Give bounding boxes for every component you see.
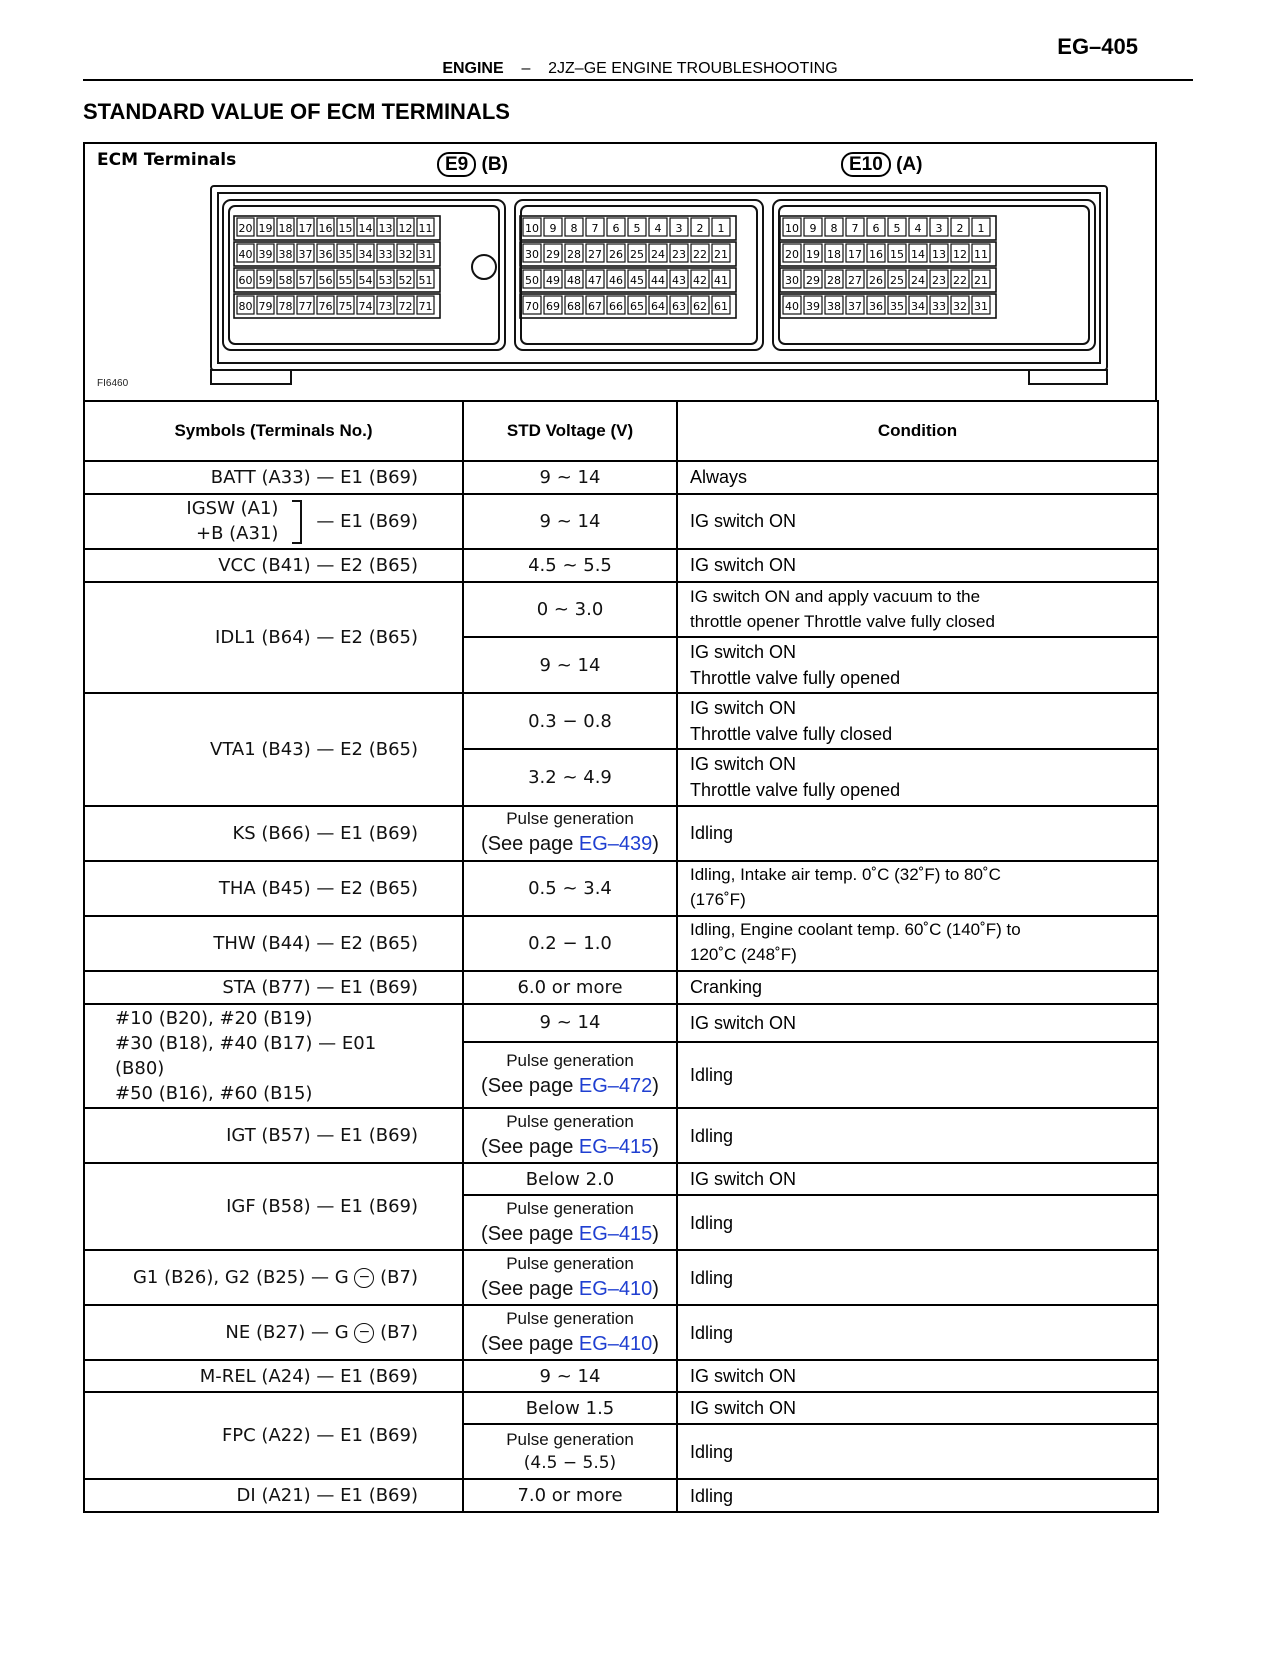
condition-cell: IG switch ON <box>677 1360 1158 1392</box>
locating-hole <box>472 255 496 279</box>
condition-cell: IG switch ON <box>677 1004 1158 1043</box>
voltage-cell: 9 ~ 14 <box>463 1004 677 1043</box>
condition-cell: Idling <box>677 1305 1158 1360</box>
e10-pin-number: 13 <box>932 248 946 261</box>
page-ref-link[interactable]: EG–410 <box>578 1332 653 1355</box>
voltage-cell: 3.2 ~ 4.9 <box>463 749 677 805</box>
e10-pin-number: 27 <box>848 274 862 287</box>
e9-right-pin-number: 64 <box>651 300 665 313</box>
condition-cell: Idling, Engine coolant temp. 60˚C (140˚F) to 120˚C (248˚F) <box>677 916 1158 971</box>
e9-right-pin-number: 9 <box>549 222 557 235</box>
e9-right-pin-number: 21 <box>714 248 728 261</box>
e9-left-pin-number: 57 <box>298 274 313 287</box>
e9-right-pin-number: 49 <box>546 274 560 287</box>
e9-left-pin-number: 78 <box>278 300 293 313</box>
e9-right-pin-number: 24 <box>651 248 665 261</box>
e9-left-pin-number: 51 <box>418 274 433 287</box>
e10-pin-number: 15 <box>890 248 904 261</box>
symbol-cell: VCC (B41) — E2 (B65) <box>84 549 463 582</box>
condition-cell: Idling <box>677 1108 1158 1163</box>
condition-cell: IG switch ON <box>677 549 1158 582</box>
voltage-cell: 9 ~ 14 <box>463 461 677 494</box>
e9-left-pin-number: 40 <box>238 248 253 261</box>
e9-right-pin-number: 7 <box>591 222 599 235</box>
ground-minus-icon: − <box>354 1268 374 1288</box>
e10-pin-number: 30 <box>785 274 799 287</box>
e9-right-pin-number: 22 <box>693 248 707 261</box>
e10-pin-number: 26 <box>869 274 883 287</box>
condition-cell: IG switch ON Throttle valve fully closed <box>677 693 1158 749</box>
e9-right-pin-number: 4 <box>654 222 662 235</box>
e9-left-pin-number: 72 <box>398 300 413 313</box>
e9-right-pin-number: 62 <box>693 300 707 313</box>
e9-left-pin-number: 18 <box>278 222 293 235</box>
e10-pin-number: 24 <box>911 274 925 287</box>
e9-left-pin-number: 75 <box>338 300 353 313</box>
e9-left-pin-number: 37 <box>298 248 313 261</box>
e9-right-pin-number: 50 <box>525 274 539 287</box>
e10-pin-number: 10 <box>785 222 799 235</box>
e10-pin-number: 36 <box>869 300 883 313</box>
e10-pin-number: 12 <box>953 248 967 261</box>
table-header-row <box>84 401 1158 461</box>
condition-cell: IG switch ON Throttle valve fully opened <box>677 637 1158 693</box>
condition-cell: IG switch ON <box>677 1163 1158 1195</box>
symbol-cell: IGT (B57) — E1 (B69) <box>84 1108 463 1163</box>
voltage-cell: 0.5 ~ 3.4 <box>463 861 677 916</box>
e9-right-pin-number: 69 <box>546 300 560 313</box>
e9-left-pin-number: 79 <box>258 300 273 313</box>
e9-left-pin-number: 52 <box>398 274 413 287</box>
e9-right-pin-number: 3 <box>675 222 683 235</box>
header-symbols: Symbols (Terminals No.) <box>84 401 463 461</box>
e10-pin-number: 32 <box>953 300 967 313</box>
e10-pin-number: 28 <box>827 274 841 287</box>
voltage-cell: 9 ~ 14 <box>463 1360 677 1392</box>
ecm-terminal-table <box>83 400 1159 1513</box>
voltage-cell: 0.2 − 1.0 <box>463 916 677 971</box>
e9-left-pin-number: 38 <box>278 248 293 261</box>
e9-left-pin-number: 53 <box>378 274 393 287</box>
e9-right-pin-number: 27 <box>588 248 602 261</box>
connector-tab <box>211 370 291 384</box>
e9-right-pin-number: 6 <box>612 222 620 235</box>
e9-left-pin-number: 33 <box>378 248 393 261</box>
e10-pin-number: 31 <box>974 300 988 313</box>
condition-cell: Always <box>677 461 1158 494</box>
voltage-cell: Pulse generation (4.5 − 5.5) <box>463 1424 677 1479</box>
table-row <box>84 494 1158 549</box>
e10-pin-number: 40 <box>785 300 799 313</box>
e10-pin-number: 9 <box>809 222 817 235</box>
e10-pin-number: 4 <box>914 222 922 235</box>
e10-pin-number: 6 <box>872 222 880 235</box>
table-row <box>84 693 1158 749</box>
e9-left-pin-number: 16 <box>318 222 333 235</box>
page-ref-link[interactable]: EG–472 <box>578 1075 653 1098</box>
voltage-cell: Pulse generation (See page EG–410) <box>463 1305 677 1360</box>
e9-left-pin-number: 17 <box>298 222 313 235</box>
table-row <box>84 971 1158 1004</box>
voltage-cell: Pulse generation (See page EG–415) <box>463 1195 677 1250</box>
e9-right-pin-number: 65 <box>630 300 644 313</box>
e9-right-pin-number: 43 <box>672 274 686 287</box>
e9-left-pin-number: 73 <box>378 300 393 313</box>
e9-left-pin-number: 11 <box>418 222 433 235</box>
e9-right-pin-number: 66 <box>609 300 623 313</box>
e10-pin-number: 23 <box>932 274 946 287</box>
symbol-cell: IDL1 (B64) — E2 (B65) <box>84 582 463 693</box>
table-row <box>84 1360 1158 1392</box>
e9-right-pin-number: 23 <box>672 248 686 261</box>
e9-left-pin-number: 71 <box>418 300 433 313</box>
table-row <box>84 1163 1158 1195</box>
e9-right-pin-number: 44 <box>651 274 665 287</box>
e9-right-pin-number: 30 <box>525 248 539 261</box>
symbol-cell: FPC (A22) — E1 (B69) <box>84 1392 463 1479</box>
voltage-cell: 7.0 or more <box>463 1479 677 1512</box>
table-row <box>84 1004 1158 1043</box>
condition-cell: Idling <box>677 806 1158 861</box>
e9-left-pin-number: 76 <box>318 300 333 313</box>
e9-left-pin-number: 59 <box>258 274 273 287</box>
condition-cell: Idling <box>677 1424 1158 1479</box>
voltage-cell: Pulse generation (See page EG–439) <box>463 806 677 861</box>
e9-right-pin-number: 25 <box>630 248 644 261</box>
header-condition: Condition <box>677 401 1158 461</box>
e9-right-pin-number: 5 <box>633 222 641 235</box>
condition-cell: IG switch ON and apply vacuum to the throttle opener Throttle valve fully closed <box>677 582 1158 637</box>
e10-pin-number: 16 <box>869 248 883 261</box>
ecm-connector-diagram <box>85 144 1155 400</box>
e9-right-pin-number: 1 <box>717 222 725 235</box>
symbol-cell: BATT (A33) — E1 (B69) <box>84 461 463 494</box>
voltage-cell: 9 ~ 14 <box>463 637 677 693</box>
condition-cell: IG switch ON Throttle valve fully opened <box>677 749 1158 805</box>
symbol-cell: NE (B27) — G − (B7) <box>84 1305 463 1360</box>
e9-right-pin-number: 26 <box>609 248 623 261</box>
table-row <box>84 461 1158 494</box>
e10-pin-number: 35 <box>890 300 904 313</box>
page-number: EG–405 <box>1057 34 1138 59</box>
e10-pin-number: 19 <box>806 248 820 261</box>
e9-left-pin-number: 56 <box>318 274 333 287</box>
voltage-cell: 9 ~ 14 <box>463 494 677 549</box>
ground-minus-icon: − <box>354 1323 374 1343</box>
e9-right-pin-number: 2 <box>696 222 704 235</box>
table-row <box>84 582 1158 637</box>
symbol-cell: M-REL (A24) — E1 (B69) <box>84 1360 463 1392</box>
condition-cell: Idling <box>677 1042 1158 1108</box>
connector-e10-label: E10 (A) <box>841 154 922 176</box>
running-header <box>0 60 1280 78</box>
connector-e9-label: E9 (B) <box>437 154 508 176</box>
voltage-cell: 0.3 − 0.8 <box>463 693 677 749</box>
voltage-cell: Pulse generation (See page EG–472) <box>463 1042 677 1108</box>
e9-left-pin-number: 15 <box>338 222 353 235</box>
e9-right-pin-number: 48 <box>567 274 581 287</box>
e9-right-pin-number: 67 <box>588 300 602 313</box>
e10-pin-number: 3 <box>935 222 943 235</box>
e10-pin-number: 20 <box>785 248 799 261</box>
e9-left-pin-number: 14 <box>358 222 373 235</box>
e9-left-pin-number: 60 <box>238 274 253 287</box>
table-row <box>84 1392 1158 1424</box>
voltage-cell: 4.5 ~ 5.5 <box>463 549 677 582</box>
header-subtitle: 2JZ–GE ENGINE TROUBLESHOOTING <box>548 60 838 77</box>
table-row <box>84 1250 1158 1305</box>
e10-pin-number: 14 <box>911 248 925 261</box>
e10-pin-number: 38 <box>827 300 841 313</box>
e9-right-pin-number: 28 <box>567 248 581 261</box>
symbol-cell: STA (B77) — E1 (B69) <box>84 971 463 1004</box>
bracket-mark <box>292 500 302 544</box>
e10-pin-number: 18 <box>827 248 841 261</box>
e10-pin-number: 37 <box>848 300 862 313</box>
e9-left-pin-number: 34 <box>358 248 373 261</box>
condition-cell: IG switch ON <box>677 1392 1158 1424</box>
symbol-cell: IGSW (A1) +B (A31) — E1 (B69) <box>84 494 463 549</box>
voltage-cell: Pulse generation (See page EG–410) <box>463 1250 677 1305</box>
symbol-cell: G1 (B26), G2 (B25) — G − (B7) <box>84 1250 463 1305</box>
e10-pin-number: 11 <box>974 248 988 261</box>
condition-cell: Idling <box>677 1195 1158 1250</box>
e9-left-pin-number: 32 <box>398 248 413 261</box>
symbol-cell: VTA1 (B43) — E2 (B65) <box>84 693 463 805</box>
table-row <box>84 1479 1158 1512</box>
page-title: STANDARD VALUE OF ECM TERMINALS <box>83 99 510 124</box>
page-ref-link[interactable]: EG–415 <box>578 1222 653 1245</box>
e9-left-pin-number: 77 <box>298 300 313 313</box>
e10-pin-number: 17 <box>848 248 862 261</box>
e9-right-pin-number: 46 <box>609 274 623 287</box>
e9-left-pin-number: 74 <box>358 300 373 313</box>
table-row <box>84 916 1158 971</box>
e9-left-pin-number: 31 <box>418 248 433 261</box>
e9-left-pin-number: 55 <box>338 274 353 287</box>
header-voltage: STD Voltage (V) <box>463 401 677 461</box>
e9-left-pin-number: 19 <box>258 222 273 235</box>
figure-title: ECM Terminals <box>97 150 237 170</box>
symbol-cell: #10 (B20), #20 (B19) #30 (B18), #40 (B17) — E01 (B80) #50 (B16), #60 (B15) <box>84 1004 463 1109</box>
e10-pin-number: 25 <box>890 274 904 287</box>
connector-tab <box>1029 370 1107 384</box>
e10-pin-number: 8 <box>830 222 838 235</box>
header-rule <box>83 79 1193 81</box>
condition-cell: Idling <box>677 1250 1158 1305</box>
e9-right-pin-number: 42 <box>693 274 707 287</box>
page-ref-link[interactable]: EG–439 <box>578 833 653 856</box>
e9-left-pin-number: 35 <box>338 248 353 261</box>
table-row <box>84 861 1158 916</box>
e10-pin-number: 7 <box>851 222 859 235</box>
e9-right-pin-number: 47 <box>588 274 602 287</box>
e9-right-pin-number: 45 <box>630 274 644 287</box>
e9-right-pin-number: 41 <box>714 274 728 287</box>
e9-left-pin-number: 58 <box>278 274 293 287</box>
e9-left-pin-number: 36 <box>318 248 333 261</box>
condition-cell: Idling, Intake air temp. 0˚C (32˚F) to 80˚C (176˚F) <box>677 861 1158 916</box>
condition-cell: Cranking <box>677 971 1158 1004</box>
table-row <box>84 806 1158 861</box>
e9-left-pin-number: 80 <box>238 300 253 313</box>
voltage-cell: Below 1.5 <box>463 1392 677 1424</box>
voltage-cell: Below 2.0 <box>463 1163 677 1195</box>
voltage-cell: 0 ~ 3.0 <box>463 582 677 637</box>
header-section: ENGINE <box>442 60 504 77</box>
e10-pin-number: 5 <box>893 222 901 235</box>
condition-cell: IG switch ON <box>677 494 1158 549</box>
figure-code: FI6460 <box>97 378 129 389</box>
e10-pin-number: 21 <box>974 274 988 287</box>
e10-pin-number: 2 <box>956 222 964 235</box>
e10-pin-number: 22 <box>953 274 967 287</box>
e9-right-pin-number: 70 <box>525 300 539 313</box>
symbol-cell: THW (B44) — E2 (B65) <box>84 916 463 971</box>
e9-left-pin-number: 12 <box>398 222 413 235</box>
e9-left-pin-number: 39 <box>258 248 273 261</box>
symbol-cell: THA (B45) — E2 (B65) <box>84 861 463 916</box>
table-row <box>84 549 1158 582</box>
e9-left-pin-number: 20 <box>238 222 253 235</box>
condition-cell: Idling <box>677 1479 1158 1512</box>
e9-right-pin-number: 63 <box>672 300 686 313</box>
table-row <box>84 1305 1158 1360</box>
symbol-cell: IGF (B58) — E1 (B69) <box>84 1163 463 1250</box>
e9-right-pin-number: 10 <box>525 222 539 235</box>
header-separator: – <box>521 60 531 77</box>
e10-pin-number: 1 <box>977 222 985 235</box>
symbol-cell: DI (A21) — E1 (B69) <box>84 1479 463 1512</box>
e10-pin-number: 33 <box>932 300 946 313</box>
page-ref-link[interactable]: EG–415 <box>578 1135 653 1158</box>
e9-right-pin-number: 8 <box>570 222 578 235</box>
e9-right-pin-number: 61 <box>714 300 728 313</box>
e9-right-pin-number: 68 <box>567 300 581 313</box>
table-row <box>84 1108 1158 1163</box>
voltage-cell: Pulse generation (See page EG–415) <box>463 1108 677 1163</box>
symbol-cell: KS (B66) — E1 (B69) <box>84 806 463 861</box>
ecm-terminal-figure <box>83 142 1157 400</box>
e9-left-pin-number: 54 <box>358 274 373 287</box>
e10-pin-number: 39 <box>806 300 820 313</box>
e10-pin-number: 29 <box>806 274 820 287</box>
e10-pin-number: 34 <box>911 300 925 313</box>
voltage-cell: 6.0 or more <box>463 971 677 1004</box>
e9-right-pin-number: 29 <box>546 248 560 261</box>
e9-left-pin-number: 13 <box>378 222 393 235</box>
page-ref-link[interactable]: EG–410 <box>578 1277 653 1300</box>
